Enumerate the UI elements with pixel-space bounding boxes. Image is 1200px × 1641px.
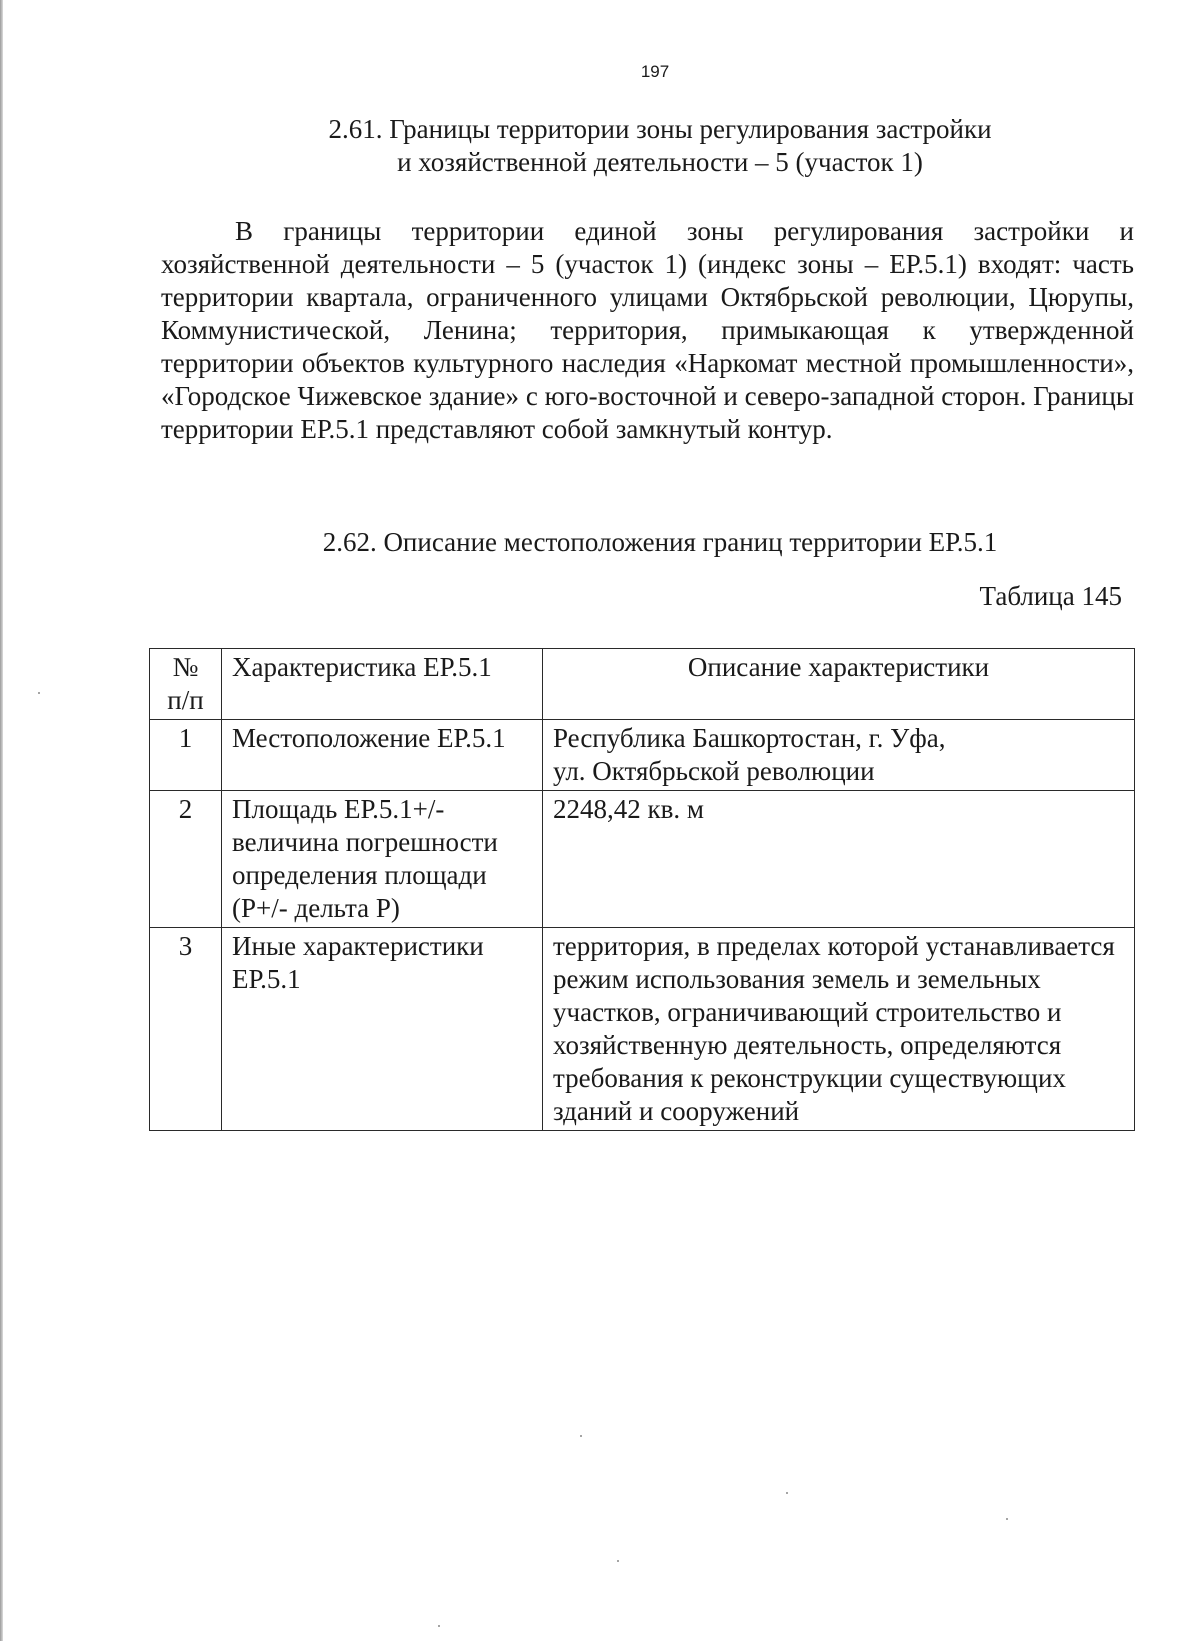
row-characteristic: Площадь ЕР.5.1+/- величина погрешности определения площади (Р+/- дельта Р) bbox=[222, 791, 543, 928]
row-description: территория, в пределах которой устанавливается режим использования земель и земельных участков, ограничивающий строительство и хозяйственную деятельность, определяются требования к реконструкции существующих зданий и сооружений bbox=[543, 928, 1135, 1131]
header-characteristic: Характеристика ЕР.5.1 bbox=[222, 649, 543, 720]
row-description-line1: Республика Башкортостан, г. Уфа, bbox=[553, 723, 946, 753]
scan-speck bbox=[1006, 1518, 1008, 1520]
scan-speck bbox=[786, 1492, 788, 1494]
scan-speck bbox=[38, 692, 40, 694]
scan-speck bbox=[438, 1625, 440, 1627]
scan-edge bbox=[0, 0, 3, 1641]
row-description-line2: ул. Октябрьской революции bbox=[553, 756, 875, 786]
section-paragraph: В границы территории единой зоны регулирования застройки и хозяйственной деятельности – 5 (участок 1) (индекс зоны – ЕР.5.1) входят: часть территории квартала, ограниченного улицами Октябрьской революции, Цюрупы, Коммунистической, Ленина; территория, примыкающая к утвержденной территории объектов культурного наследия «Наркомат местной промышленности», «Городское Чижевское здание» с юго-восточной и северо-западной сторон. Границы территории ЕР.5.1 представляют собой замкнутый контур. bbox=[161, 216, 1134, 444]
table-header-row bbox=[150, 649, 1135, 720]
table-row bbox=[150, 928, 1135, 1131]
header-num bbox=[150, 649, 222, 720]
row-characteristic: Местоположение ЕР.5.1 bbox=[222, 720, 543, 791]
page-number: 197 bbox=[640, 62, 670, 81]
row-num: 3 bbox=[150, 928, 222, 1131]
table-row bbox=[150, 791, 1135, 928]
table-row bbox=[150, 720, 1135, 791]
section-heading-2-61 bbox=[160, 113, 1160, 179]
scan-speck bbox=[580, 1435, 582, 1437]
header-description: Описание характеристики bbox=[543, 649, 1135, 720]
row-num: 2 bbox=[150, 791, 222, 928]
row-characteristic: Иные характеристики ЕР.5.1 bbox=[222, 928, 543, 1131]
row-num: 1 bbox=[150, 720, 222, 791]
row-description bbox=[543, 720, 1135, 791]
header-num-line2: п/п bbox=[167, 685, 204, 715]
section-heading-2-62: 2.62. Описание местоположения границ территории ЕР.5.1 bbox=[322, 527, 998, 557]
characteristics-table bbox=[149, 648, 1135, 1131]
scan-speck bbox=[617, 1560, 619, 1562]
header-num-line1: № bbox=[172, 652, 199, 682]
section-heading-2-61-line1: 2.61. Границы территории зоны регулирования застройки bbox=[328, 114, 992, 144]
table-caption: Таблица 145 bbox=[979, 581, 1122, 611]
row-description: 2248,42 кв. м bbox=[543, 791, 1135, 928]
section-heading-2-61-line2: и хозяйственной деятельности – 5 (участок 1) bbox=[397, 147, 923, 177]
